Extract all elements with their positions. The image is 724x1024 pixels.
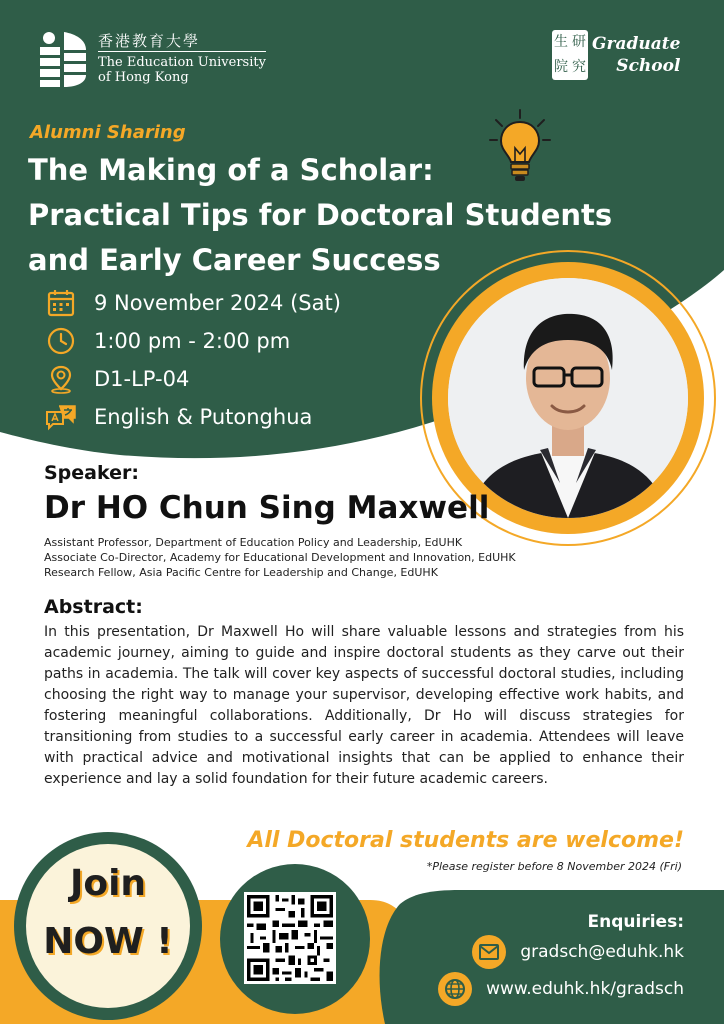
seal-char: 研 — [572, 34, 586, 50]
translate-icon — [44, 402, 78, 432]
welcome-message: All Doctoral students are welcome! — [247, 828, 684, 853]
event-venue: D1-LP-04 — [94, 367, 190, 391]
date-row — [44, 284, 341, 322]
email-row[interactable] — [472, 935, 684, 969]
speaker-role: Assistant Professor, Department of Education Policy and Leadership, EdUHK — [44, 536, 463, 549]
title-line: and Early Career Success — [28, 243, 441, 277]
university-name-en-2: of Hong Kong — [98, 69, 189, 85]
university-logo — [36, 30, 266, 88]
event-language: English & Putonghua — [94, 405, 313, 429]
registration-note: *Please register before 8 November 2024 (Fri) — [426, 860, 682, 873]
join-line: NOW ! — [43, 921, 173, 962]
abstract-label: Abstract: — [44, 596, 143, 618]
speaker-roles — [44, 535, 516, 580]
seal-char: 生 — [554, 34, 568, 50]
language-row — [44, 398, 341, 436]
school-name-1: Graduate — [592, 34, 681, 54]
school-name-2: School — [616, 56, 681, 76]
title-line: Practical Tips for Doctoral Students — [28, 198, 613, 232]
speaker-label: Speaker: — [44, 462, 139, 484]
eduhk-logo-icon — [36, 30, 88, 88]
event-info — [44, 284, 341, 436]
registration-qr-code[interactable] — [244, 892, 336, 984]
venue-row — [44, 360, 341, 398]
seal-char: 究 — [572, 59, 586, 75]
website-row[interactable] — [438, 972, 684, 1006]
speaker-name: Dr HO Chun Sing Maxwell — [44, 490, 490, 526]
globe-icon — [438, 972, 472, 1006]
graduate-school-seal — [552, 30, 588, 80]
email-link[interactable]: gradsch@eduhk.hk — [520, 942, 684, 962]
calendar-icon — [44, 288, 78, 318]
university-name-zh: 香港教育大學 — [98, 34, 266, 52]
time-row — [44, 322, 341, 360]
website-link[interactable]: www.eduhk.hk/gradsch — [486, 979, 684, 999]
join-line: Join — [69, 863, 147, 904]
graduate-school-logo — [552, 30, 680, 80]
seal-char: 院 — [554, 59, 568, 75]
speaker-photo — [448, 278, 688, 518]
enquiries-label: Enquiries: — [587, 912, 684, 932]
event-time: 1:00 pm - 2:00 pm — [94, 329, 291, 353]
event-date: 9 November 2024 (Sat) — [94, 291, 341, 315]
speaker-role: Research Fellow, Asia Pacific Centre for Leadership and Change, EdUHK — [44, 566, 438, 579]
abstract-text: In this presentation, Dr Maxwell Ho will share valuable lessons and strategies from his academic journey, aiming to guide and inspire doctoral students as they carve out their paths in academia. The talk will cover key aspects of successful doctoral studies, including choosing the right way to manage your supervisor, developing effective work habits, and fostering meaningful collaborations. Additionally, Dr Ho will discuss strategies for transitioning from studies to a successful early career in academia. Attendees will leave with practical advice and motivational insights that can be applied to enhance their experience and lay a solid foundation for their future academic careers. — [44, 624, 684, 787]
title-line: The Making of a Scholar: — [28, 153, 434, 187]
location-pin-icon — [44, 364, 78, 394]
email-icon — [472, 935, 506, 969]
event-kicker: Alumni Sharing — [30, 122, 186, 143]
university-name-en-1: The Education University — [98, 54, 266, 70]
join-now-text[interactable] — [26, 855, 190, 971]
speaker-portrait — [448, 278, 688, 518]
clock-icon — [44, 326, 78, 356]
speaker-role: Associate Co-Director, Academy for Educational Development and Innovation, EdUHK — [44, 551, 516, 564]
